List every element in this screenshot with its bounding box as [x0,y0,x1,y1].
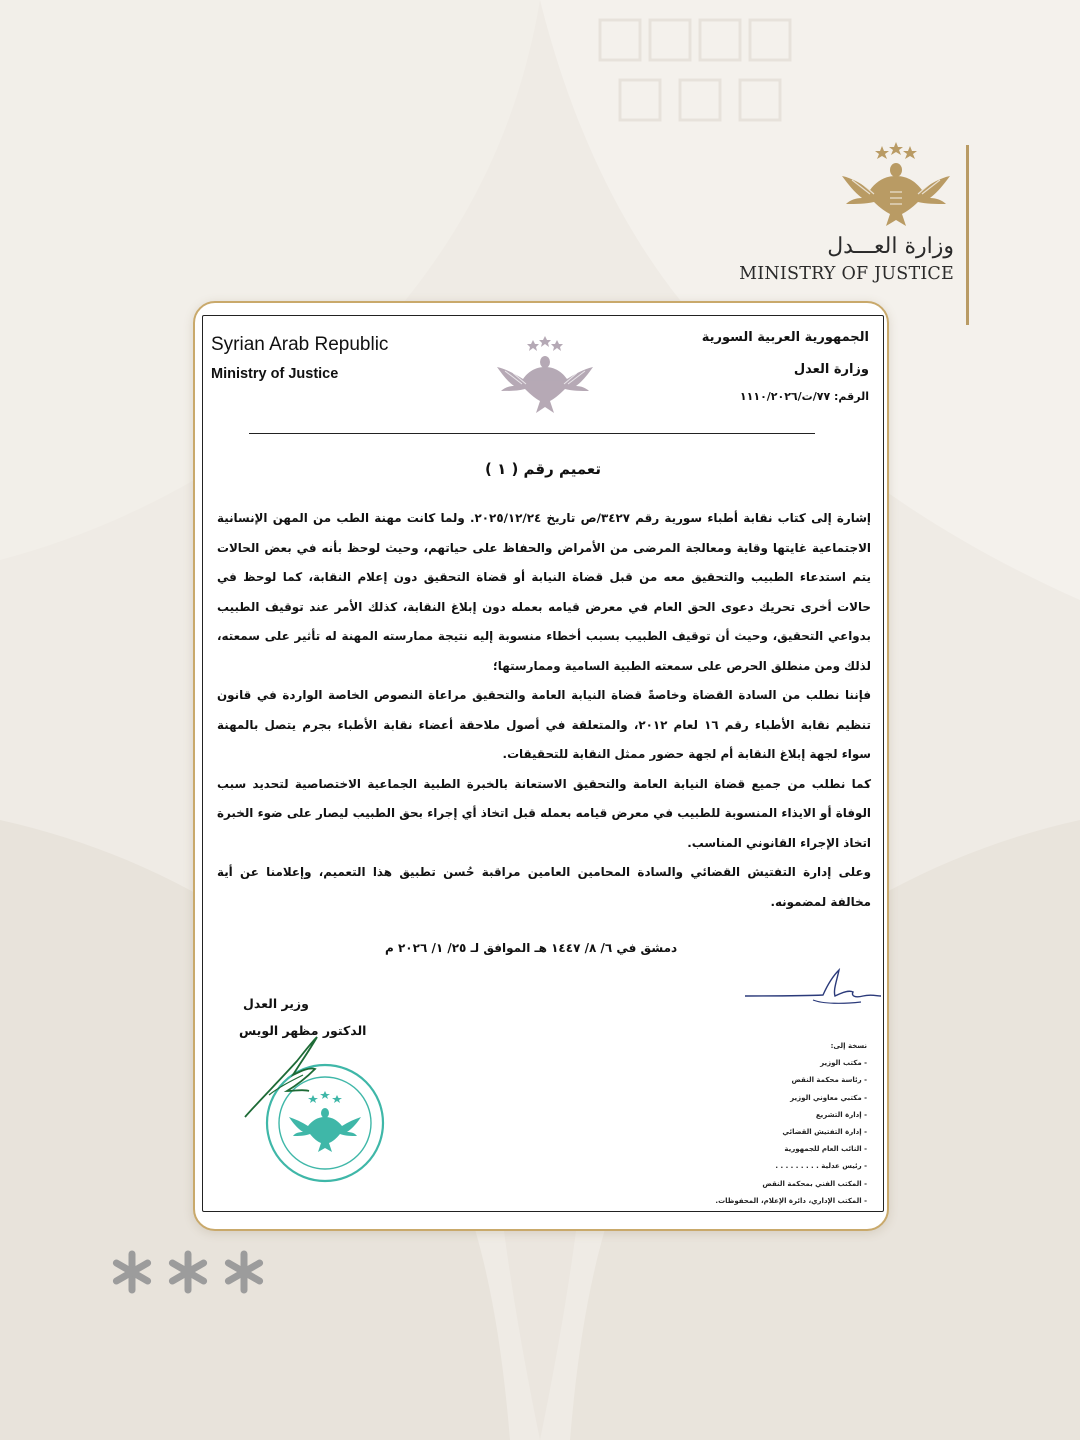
reference-number: الرقم: ٧٧/ت/١١١٠/٢٠٢٦ [739,390,869,403]
cc-item: - المكتب الإداري، دائرة الإعلام، المحفوظات. [715,1196,867,1205]
cc-item: - المكتب الفني بمحكمة النقض [762,1179,867,1188]
cc-item: - مكتبي معاوني الوزير [790,1093,867,1102]
cc-item: - مكتب الوزير [820,1059,867,1068]
copy-to-list [715,1038,867,1210]
date-line: دمشق في ٦/ ٨/ ١٤٤٧ هـ الموافق لـ ٢٥/ ١/ ٢٠٢٦ م [385,941,678,955]
body-paragraph: كما نطلب من جميع قضاة النيابة العامة والتحقيق الاستعانة بالخبرة الطبية الجماعية الاختصاصية لتحديد سبب الوفاة أو الايذاء المنسوبة للطبيب في معرض قيامه بعمله قبل اتخاذ أي إجراء بحق الطبيب ليصار على ضوء الخبرة اتخاذ الإجراء القانوني المناسب. [217,776,871,850]
signatory-name: الدكتور مظهر الويس [239,1023,367,1038]
ministry-name-arabic: وزارة العـــدل [827,234,954,259]
eagle-emblem-icon [840,142,952,232]
asterisk-decoration-icon [110,1250,270,1294]
document-card [193,301,889,1231]
header-ministry-arabic: وزارة العدل [793,362,869,377]
body-paragraph: فإننا نطلب من السادة القضاة وخاصةً قضاة النيابة العامة والتحقيق مراعاة النصوص الخاصة الواردة في قانون تنظيم نقابة الأطباء رقم ١٦ لعام ٢٠١٢، والمتعلقة في أصول ملاحقة أعضاء نقابة الأطباء بجرم يتصل بالمهنة سواء لجهة إبلاغ النقابة أم لجهة حضور ممثل النقابة للتحقيقات. [217,688,871,761]
signatory-title: وزير العدل [243,996,309,1011]
cc-heading: نسخة إلى: [830,1042,867,1050]
circular-body [217,504,871,917]
cc-item: - رئاسة محكمة النقض [791,1076,867,1085]
header-ministry-english: Ministry of Justice [211,366,339,382]
handwritten-signature-icon [743,966,883,1014]
document-page [202,315,884,1212]
header-country-arabic: الجمهورية العربية السورية [701,330,869,345]
header-divider [249,433,815,434]
cc-item: - رئيس عدلية . . . . . . . . . [775,1162,867,1171]
brand-divider [966,145,969,325]
cc-item: - إدارة التفتيش القضائي [782,1128,867,1137]
body-paragraph: وعلى إدارة التفتيش القضائي والسادة المحامين العامين مراقبة حُسن تطبيق هذا التعميم، وإعلامنا عن أية مخالفة لمضمونه. [217,865,871,909]
cc-item: - إدارة التشريع [815,1110,867,1119]
cc-item: - النائب العام للجمهورية [784,1145,867,1154]
header-country-english: Syrian Arab Republic [211,334,389,355]
circular-title: تعميم رقم ( ١ ) [484,460,602,478]
body-paragraph: إشارة إلى كتاب نقابة أطباء سورية رقم ٣٤٢٧/ص تاريخ ٢٠٢٥/١٢/٢٤. ولما كانت مهنة الطب من المهن الإنسانية الاجتماعية غايتها وقاية ومعالجة المرضى من الأمراض والحفاظ على حياتهم، وحيث لوحظ بأنه في بعض الحالات يتم استدعاء الطبيب والتحقيق معه من قبل قضاة النيابة أو قضاة التحقيق دون إعلام النقابة، كما لوحظ في حالات أخرى تحريك دعوى الحق العام في معرض قيامه بعمله دون إبلاغ النقابة، كذلك الأمر عند توقيف الطبيب بدواعي التحقيق، وحيث أن توقيف الطبيب بسبب أخطاء منسوبة إليه نتيجة ممارسته المهنة له تأثير على سمعته، لذلك ومن منطلق الحرص على سمعته الطبية السامية وممارستها؛ [217,511,871,673]
ministry-name-english: MINISTRY OF JUSTICE [739,264,954,284]
eagle-seal-icon [495,336,595,426]
stamp-signature-icon [239,1031,339,1121]
